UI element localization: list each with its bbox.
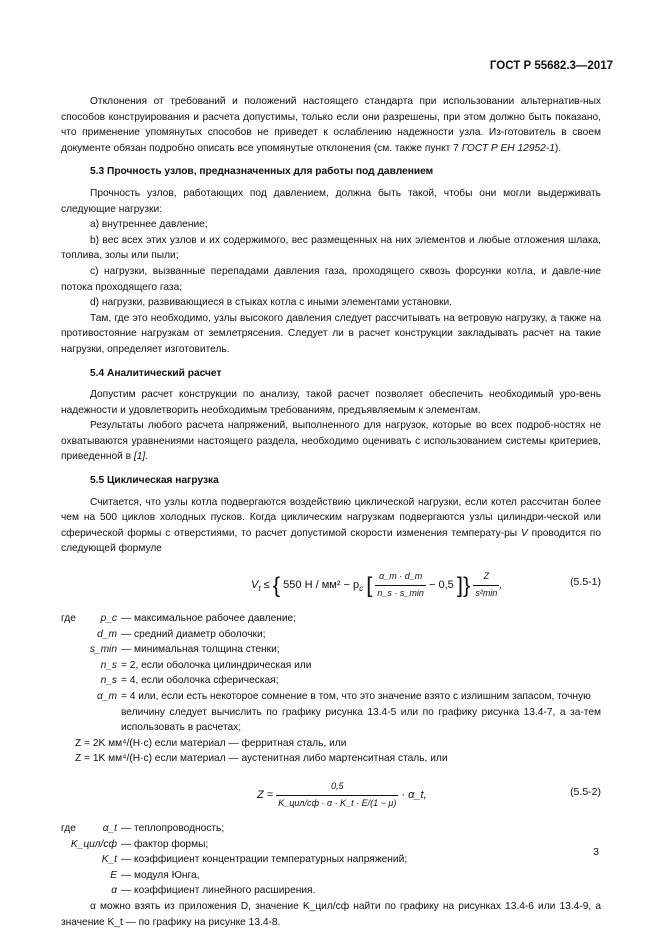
list-item: d) нагрузки, развивающиеся в стыках котла с иными элементами установки. [90, 297, 452, 309]
section-heading-5-3: 5.3 Прочность узлов, предназначенных для работы под давлением [90, 166, 434, 178]
formula-5-5-2: Z = $\frac{0,5}{\text{K\_цил/сф · α · K\_t · E/(1 − μ)}}$ · α_t, (5.5-2) [257, 780, 601, 808]
reference-link: ГОСТ Р ЕН 12952-1 [461, 142, 555, 154]
list-item: c) нагрузки, вызванные перепадами давления газа, проходящего сквозь форсунки котла, и давле-ние потока проходящего газа; [61, 265, 601, 293]
page-number: 3 [593, 846, 599, 858]
list-item: a) внутреннее давление; [90, 219, 208, 231]
paragraph-deviations: Отклонения от требований и положений настоящего стандарта при использовании альтернатив-ных способов конструирования и расчета допустимы, только если они разрешены, при этом должно быть показано, что применение упомянутых способов не приведет к ослаблению надежности узла. Из-готовитель в своем документе обязан подробно описать все упомянутые отклонения (см. также пункт 7 ГОСТ Р ЕН 12952-1). [61, 96, 601, 154]
reference-link: [1] [133, 451, 146, 463]
paragraph: Прочность узлов, работающих под давлением, должна быть такой, чтобы они могли выдерживать следующие нагрузки: [61, 187, 601, 215]
section-heading-5-4: 5.4 Аналитический расчет [90, 367, 222, 379]
paragraph: Считается, что узлы котла подвергаются воздействию циклической нагрузки, если котел рассчитан более чем на 500 циклов холодных пусков. Когда циклическим нагрузкам подвергаются узлы цилиндри-ческой или сферической формы с отверстиями, то расчет допустимой скорости изменения температу-ры V проводится по следующей формуле [61, 496, 601, 555]
paragraph: Допустим расчет конструкции по анализу, такой расчет позволяет обеспечить необходимый уро-вень надежности и удовлетворить необходимым требованиям, предъявляемым к элементам. [61, 389, 601, 416]
standard-code: ГОСТ Р 55682.3—2017 [489, 60, 613, 72]
definitions-list: где α_t — теплопроводность; K_цил/сф — фактор формы; K_t — коэффициент концентрации температурных напряжений; E — модуля Юнга, α — коэффициент линейного расширения. [61, 822, 408, 897]
document-body [61, 94, 601, 930]
paragraph: Результаты любого расчета напряжений, выполненного для нагрузок, которые во всех подроб-ностях не охватываются уравнениями настоящего раздела, необходимо оценивать с использованием системы критериев, приведенной в [1]. [61, 420, 601, 463]
section-heading-5-5: 5.5 Циклическая нагрузка [90, 475, 219, 487]
paragraph: Там, где это необходимо, узлы высокого давления следует рассчитывать на ветровую нагрузку, а также на противостояние нагрузкам от землетрясения. Следует ли в расчет конструкции закладывать расчет на такие нагрузки, определяет изготовитель. [61, 312, 601, 355]
definitions-list: где p_c — максимальное рабочее давление; d_m — средний диаметр оболочки; s_min — минимальная толщина стенки; n_s = 2, если оболочка цилиндрическая или n_s = 4, если оболочка сферическая; α_m = 4 или, если есть некоторое сомнение в том, что это значение взято с излишним запасом, точную величину следует вычислить по графику рисунка 13.4-5 или по графику рисунка 13.4-7, а за-тем использовать в расчетах; Z = 2K мм⁴/(H·c) если материал — ферритная сталь, или Z = 1K мм⁴/(H·c) если материал — аустенитная либо мартенситная сталь, или [61, 613, 601, 765]
formula-number: (5.5-2) [570, 785, 601, 798]
formula-5-5-1: $V_t$ ≤ { 550 $H / мм^2 - p_c$ [ $\frac{\alpha\_m \cdot d\_m}{n\_s \cdot s\_\min}$ − 0,5 ]} $\frac{Z}{\text{s²min}}$ , (5.5-1) [251, 571, 601, 598]
list-item: b) вес всех этих узлов и их содержимого, вес размещенных на них элементов и любые отложения шлака, топлива, золы или пыли; [61, 234, 601, 262]
formula-number: (5.5-1) [570, 576, 601, 589]
paragraph: α можно взять из приложения D, значение K_цил/сф найти по графику на рисунках 13.4-6 или 13.4-9, а значение K_t — по графику на рисунке 13.4-8. [61, 900, 601, 928]
